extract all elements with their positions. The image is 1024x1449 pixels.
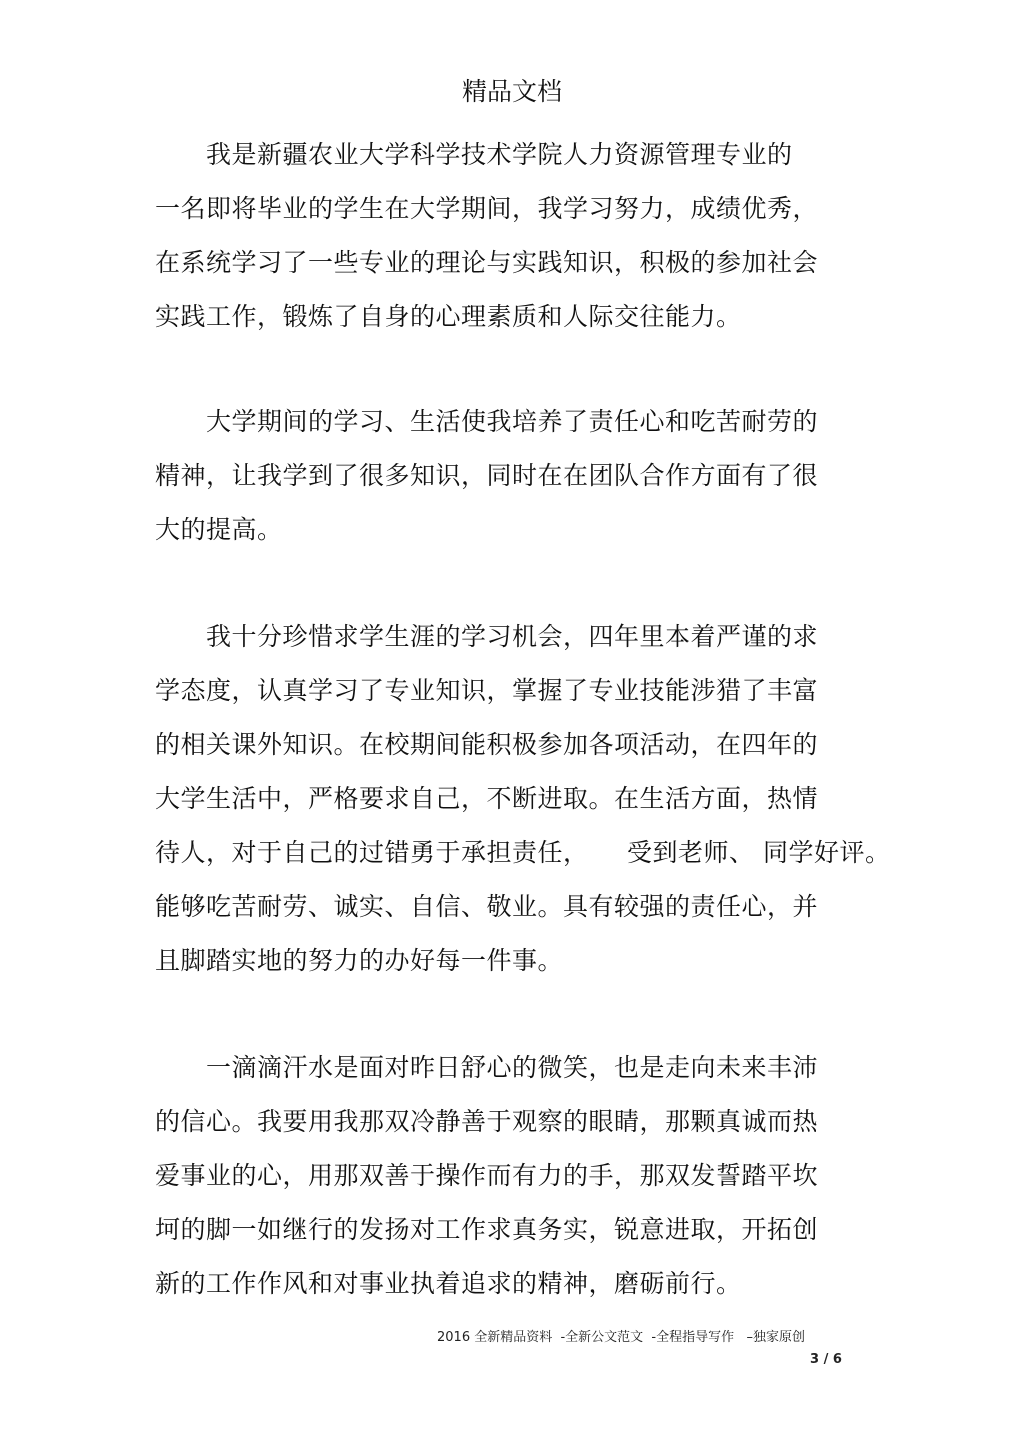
text-line: 在系统学习了一些专业的理论与实践知识，积极的参加社会 [155, 248, 819, 277]
text-line: 的信心。我要用我那双冷静善于观察的眼睛，那颗真诚而热 [155, 1107, 819, 1136]
text-line: 学态度，认真学习了专业知识，掌握了专业技能涉猎了丰富 [155, 676, 819, 705]
text-line: 新的工作作风和对事业执着追求的精神，磨砺前行。 [155, 1269, 742, 1298]
text-line: 实践工作，锻炼了自身的心理素质和人际交往能力。 [155, 302, 742, 331]
text-line: 能够吃苦耐劳、诚实、自信、敬业。具有较强的责任心，并 [155, 892, 819, 921]
text-line: 一滴滴汗水是面对昨日舒心的微笑，也是走向未来丰沛 [155, 1053, 819, 1082]
text-line: 大的提高。 [155, 515, 283, 544]
text-line: 的相关课外知识。在校期间能积极参加各项活动，在四年的 [155, 730, 819, 759]
text-line: 待人，对于自己的过错勇于承担责任， 受到老师、 同学好评。 [155, 838, 891, 867]
text-line: 大学期间的学习、生活使我培养了责任心和吃苦耐劳的 [155, 407, 819, 436]
text-line: 精神，让我学到了很多知识，同时在在团队合作方面有了很 [155, 461, 819, 490]
page-header: 精品文档 [461, 77, 562, 106]
text-line: 我是新疆农业大学科学技术学院人力资源管理专业的 [155, 140, 793, 169]
text-line: 且脚踏实地的努力的办好每一件事。 [155, 946, 564, 975]
page-number: 3 / 6 [810, 1352, 842, 1367]
text-line: 坷的脚一如继行的发扬对工作求真务实，锐意进取，开拓创 [155, 1215, 819, 1244]
text-line: 大学生活中，严格要求自己，不断进取。在生活方面，热情 [155, 784, 819, 813]
text-line: 一名即将毕业的学生在大学期间，我学习努力，成绩优秀， [155, 194, 819, 223]
footer-text: 2016 全新精品资料 -全新公文范文 -全程指导写作 –独家原创 [437, 1330, 806, 1345]
text-line: 我十分珍惜求学生涯的学习机会，四年里本着严谨的求 [155, 622, 819, 651]
text-line: 爱事业的心，用那双善于操作而有力的手，那双发誓踏平坎 [155, 1161, 819, 1190]
